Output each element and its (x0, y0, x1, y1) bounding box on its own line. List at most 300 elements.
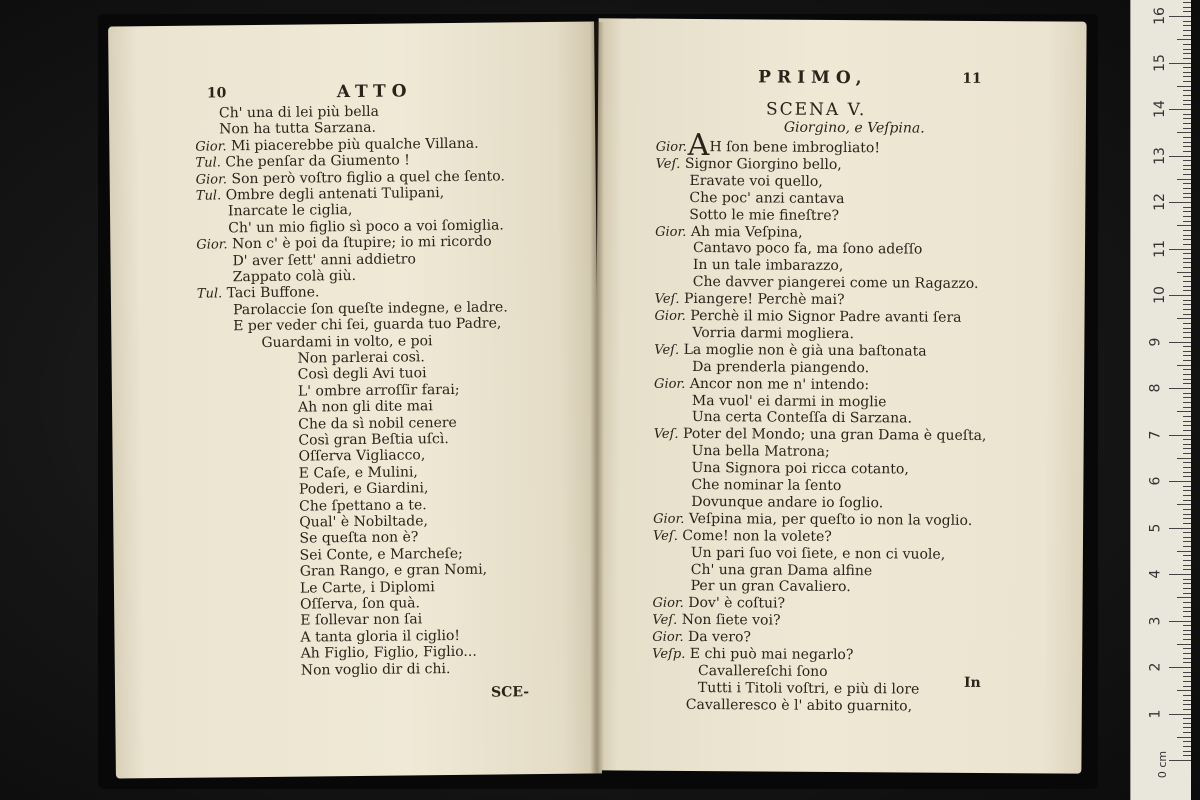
ruler-tick (1183, 355, 1191, 356)
right-running-head: PRIMO, (758, 67, 868, 89)
speaker-label: Gior. (655, 139, 688, 155)
ruler-tick (1183, 346, 1191, 347)
ruler-tick (1183, 239, 1191, 240)
speaker-label: Gior. (654, 308, 686, 324)
ruler-tick (1183, 235, 1191, 236)
speaker-label: Gior. (654, 376, 686, 392)
ruler-tick (1183, 514, 1191, 515)
left-line (299, 464, 418, 481)
ruler-number: 13 (1151, 146, 1168, 165)
speaker-label: Gior. (196, 237, 228, 253)
ruler-tick (1183, 369, 1191, 370)
verse-text: Così gran Beſtia uſcì. (298, 431, 449, 449)
ruler-number: 9 (1147, 337, 1164, 346)
measurement-ruler (1130, 0, 1191, 800)
verse-text: D' aver ſett' anni addietro (232, 250, 416, 269)
ruler-tick (1183, 653, 1191, 654)
verse-text: Un pari ſuo voi ſiete, e non ci vuole, (690, 544, 946, 563)
ruler-tick (1183, 197, 1191, 198)
right-line (654, 341, 926, 360)
verse-text: Mi piacerebbe più qualche Villana. (231, 135, 479, 155)
ruler-tick (1169, 760, 1191, 761)
verse-text: Come! non la volete? (682, 527, 832, 545)
right-line (692, 359, 869, 376)
book-gutter (590, 22, 604, 774)
ruler-tick (1183, 11, 1191, 12)
verse-text: Inarcate le ciglia, (227, 202, 353, 220)
right-line (654, 375, 869, 394)
verse-text: Poter del Mondo; una gran Dama è queſta, (682, 426, 987, 445)
verse-text: Non parlerai così. (297, 349, 425, 367)
right-line (692, 443, 830, 460)
ruler-tick (1183, 383, 1191, 384)
ruler-number: 3 (1147, 616, 1164, 625)
right-line (689, 207, 839, 224)
left-line (233, 316, 501, 335)
ruler-tick (1183, 379, 1191, 380)
ruler-number: 11 (1151, 239, 1168, 258)
ruler-tick (1183, 593, 1191, 594)
ruler-tick (1183, 114, 1191, 115)
ruler-tick (1183, 67, 1191, 68)
ruler-number: 12 (1151, 193, 1168, 211)
right-line (698, 680, 919, 698)
ruler-tick (1183, 658, 1191, 659)
ruler-tick (1169, 667, 1191, 668)
ruler-tick (1183, 755, 1191, 756)
left-line (300, 546, 463, 564)
ruler-tick (1169, 714, 1191, 715)
ruler-tick (1177, 458, 1191, 459)
verse-text: Da prenderla piangendo. (692, 358, 870, 376)
ruler-tick (1169, 63, 1191, 64)
ruler-tick (1183, 402, 1191, 403)
ruler-tick (1183, 751, 1191, 752)
ruler-tick (1183, 662, 1191, 663)
verse-text: Una Signora poi ricca cotanto, (691, 460, 909, 478)
verse-text: Le Carte, i Diplomi (299, 578, 435, 597)
speaker-label: Veſ. (653, 426, 679, 443)
ruler-tick (1183, 709, 1191, 710)
right-line (689, 190, 844, 207)
ruler-tick (1183, 732, 1191, 733)
verse-text: H ſon bene imbrogliato! (709, 139, 881, 157)
ruler-tick (1183, 100, 1191, 101)
verse-text: Non voglio dir di chi. (300, 660, 451, 679)
right-line (686, 697, 912, 715)
ruler-tick (1177, 737, 1191, 738)
ruler-tick (1183, 207, 1191, 208)
right-line (656, 139, 880, 158)
verse-text: Che da sì nobil cenere (298, 414, 457, 433)
ruler-tick (1177, 39, 1191, 40)
right-line (652, 612, 780, 630)
left-page (108, 21, 602, 778)
right-line (698, 663, 828, 680)
left-line (219, 120, 376, 138)
ruler-tick (1183, 165, 1191, 166)
ruler-tick (1177, 644, 1191, 645)
left-line (298, 415, 457, 433)
left-line (300, 579, 435, 596)
ruler-unit-label: 0 cm (1156, 750, 1170, 779)
ruler-tick (1183, 639, 1191, 640)
verse-text: Veſpina mia, per queſto io non la voglio. (688, 510, 973, 529)
verse-text: Che nominar la ſento (691, 476, 842, 495)
ruler-tick (1183, 579, 1191, 580)
ruler-tick (1183, 430, 1191, 431)
ruler-tick (1183, 518, 1191, 519)
verse-text: Ah mia Veſpina, (690, 223, 803, 241)
ruler-tick (1183, 25, 1191, 26)
ruler-tick (1183, 323, 1191, 324)
left-line (300, 612, 422, 629)
ruler-tick (1183, 35, 1191, 36)
ruler-tick (1177, 86, 1191, 87)
ruler-tick (1177, 225, 1191, 226)
verse-text: Che penſar da Giumento ! (225, 152, 410, 171)
ruler-number: 4 (1147, 569, 1164, 579)
ruler-tick (1183, 304, 1191, 305)
ruler-tick (1183, 128, 1191, 129)
ruler-tick (1183, 58, 1191, 59)
ruler-tick (1169, 435, 1191, 436)
ruler-tick (1183, 695, 1191, 696)
verse-text: Ma vuol' ei darmi in moglie (691, 392, 887, 410)
verse-text: Son però voſtro figlio a quel che ſento. (231, 168, 505, 187)
speaker-label: Tul. (195, 188, 222, 204)
scene-subtitle: Giorgino, e Veſpina. (783, 119, 925, 137)
speaker-label: Veſ. (654, 342, 680, 358)
right-line (693, 240, 922, 258)
ruler-number: 6 (1147, 476, 1164, 486)
ruler-tick (1183, 211, 1191, 212)
right-line (652, 629, 751, 647)
ruler-tick (1183, 700, 1191, 701)
ruler-tick (1183, 686, 1191, 687)
left-line (298, 431, 449, 449)
ruler-tick (1169, 388, 1191, 389)
left-line (233, 268, 356, 285)
ruler-tick (1183, 351, 1191, 352)
ruler-tick (1183, 453, 1191, 454)
ruler-tick (1183, 746, 1191, 747)
ruler-tick (1183, 118, 1191, 119)
ruler-tick (1177, 551, 1191, 552)
left-line (298, 382, 460, 400)
verse-text: A tanta gloria il ciglio! (300, 627, 461, 646)
left-line (300, 595, 420, 612)
left-line (297, 349, 424, 366)
ruler-tick (1183, 634, 1191, 635)
ruler-tick (1183, 104, 1191, 105)
ruler-tick (1169, 16, 1191, 17)
left-line (196, 185, 444, 205)
ruler-tick (1183, 602, 1191, 603)
ruler-tick (1183, 681, 1191, 682)
left-line (299, 497, 427, 514)
ruler-tick (1183, 546, 1191, 547)
ruler-number: 15 (1151, 53, 1168, 72)
ruler-tick (1183, 630, 1191, 631)
left-line (299, 530, 418, 547)
ruler-tick (1183, 123, 1191, 124)
ruler-tick (1183, 560, 1191, 561)
verse-text: Vorria darmi mogliera. (692, 324, 855, 342)
verse-text: Non c' è poi da ſtupire; io mi ricordo (232, 233, 492, 253)
verse-text: Piangere! Perchè mai? (683, 291, 845, 309)
verse-text: L' ombre arroſſir farai; (297, 381, 460, 400)
ruler-tick (1183, 81, 1191, 82)
ruler-tick (1183, 276, 1191, 277)
ruler-number: 16 (1151, 7, 1168, 25)
left-catchword: SCE- (490, 684, 530, 701)
verse-text: Una certa Conteſſa di Sarzana. (691, 409, 913, 427)
verse-text: Per un gran Cavaliero. (690, 578, 851, 596)
ruler-tick (1183, 676, 1191, 677)
ruler-tick (1183, 328, 1191, 329)
ruler-tick (1183, 146, 1191, 147)
verse-text: Una bella Matrona; (691, 443, 830, 461)
left-line (300, 562, 487, 580)
ruler-tick (1183, 151, 1191, 152)
ruler-tick (1183, 332, 1191, 333)
right-line (693, 257, 844, 274)
ruler-tick (1183, 244, 1191, 245)
speaker-label: Gior. (655, 224, 687, 240)
verse-text: Così degli Avi tuoi (297, 365, 427, 383)
ruler-tick (1183, 555, 1191, 556)
ruler-tick (1183, 2, 1191, 3)
speaker-label: Veſ. (652, 528, 678, 544)
ruler-number: 10 (1151, 286, 1168, 304)
verse-text: Signor Giorgino bello, (684, 155, 842, 173)
ruler-tick (1183, 500, 1191, 501)
ruler-number: 2 (1147, 662, 1164, 672)
ruler-tick (1169, 621, 1191, 622)
ruler-number: 8 (1147, 383, 1164, 393)
verse-text: E Caſe, e Mulini, (298, 464, 418, 482)
ruler-tick (1183, 462, 1191, 463)
ruler-tick (1183, 188, 1191, 189)
verse-text: Cavalleresco è l' abito guarnito, (685, 696, 913, 715)
verse-text: Qual' è Nobiltade, (299, 513, 428, 531)
ruler-tick (1183, 741, 1191, 742)
ruler-tick (1169, 342, 1191, 343)
right-line (653, 527, 832, 545)
ruler-tick (1183, 221, 1191, 222)
ruler-tick (1169, 295, 1191, 296)
ruler-tick (1183, 727, 1191, 728)
ruler-tick (1169, 528, 1191, 529)
verse-text: Che poc' anzi cantava (689, 189, 845, 207)
speaker-label: Tul. (196, 286, 223, 303)
ruler-tick (1183, 611, 1191, 612)
left-line (228, 202, 353, 219)
speaker-label: Gior. (195, 139, 227, 155)
ruler-tick (1183, 290, 1191, 291)
right-catchword: In (963, 674, 981, 691)
ruler-tick (1183, 583, 1191, 584)
verse-text: Gran Rango, e gran Nomi, (299, 561, 488, 580)
speaker-label: Gior. (652, 629, 684, 646)
ruler-tick (1183, 416, 1191, 417)
ruler-tick (1183, 588, 1191, 589)
ruler-tick (1183, 53, 1191, 54)
ruler-number: 5 (1147, 523, 1164, 532)
ruler-tick (1183, 174, 1191, 175)
ruler-tick (1169, 202, 1191, 203)
ruler-tick (1169, 574, 1191, 575)
ruler-tick (1183, 541, 1191, 542)
left-line (299, 448, 426, 465)
verse-text: Ah Figlio, Figlio, Figlio... (300, 643, 477, 662)
speaker-label: Tul. (195, 155, 221, 171)
verse-text: Guardami in volto, e poi (261, 332, 433, 351)
right-line (655, 223, 803, 241)
verse-text: Sotto le mie fineſtre? (689, 206, 840, 224)
ruler-tick (1183, 21, 1191, 22)
ruler-tick (1183, 472, 1191, 473)
right-line (652, 595, 785, 613)
left-running-head: ATTO (336, 81, 413, 103)
right-line (693, 274, 979, 292)
ruler-tick (1183, 509, 1191, 510)
left-line (300, 628, 460, 646)
right-line (692, 325, 854, 342)
verse-text: Parolaccie ſon queſte indegne, e ladre. (232, 299, 508, 319)
ruler-tick (1183, 169, 1191, 170)
ruler-tick (1177, 365, 1191, 366)
verse-text: Da vero? (688, 629, 751, 646)
verse-text: Ch' una gran Dama alfine (690, 561, 873, 579)
ruler-tick (1183, 44, 1191, 45)
left-line (301, 661, 451, 679)
ruler-tick (1183, 490, 1191, 491)
verse-text: In un tale imbarazzo, (692, 257, 844, 275)
ruler-tick (1183, 193, 1191, 194)
ruler-tick (1183, 374, 1191, 375)
ruler-tick (1183, 360, 1191, 361)
ruler-tick (1169, 109, 1191, 110)
ruler-number: 1 (1147, 709, 1164, 718)
verse-text: Non ha tutta Sarzana. (219, 120, 377, 138)
ruler-tick (1183, 439, 1191, 440)
verse-text: Perchè il mio Signor Padre avanti ſera (690, 307, 962, 326)
ruler-tick (1183, 565, 1191, 566)
right-line (689, 173, 822, 190)
verse-text: Ch' una di lei più bella (218, 103, 379, 122)
verse-text: Non ſiete voi? (681, 612, 781, 629)
ruler-tick (1177, 179, 1191, 180)
ruler-tick (1177, 132, 1191, 133)
verse-text: Se queſta non è? (299, 529, 419, 547)
ruler-tick (1183, 95, 1191, 96)
verse-text: Taci Buffone. (226, 284, 320, 302)
ruler-tick (1183, 425, 1191, 426)
right-line (691, 460, 908, 478)
right-line (691, 578, 851, 595)
verse-text: Cantavo poco fa, ma ſono adeſſo (692, 240, 923, 258)
left-line (299, 480, 429, 497)
ruler-tick (1183, 142, 1191, 143)
ruler-tick (1183, 160, 1191, 161)
ruler-tick (1183, 607, 1191, 608)
ruler-tick (1177, 690, 1191, 691)
speaker-label: Veſ. (655, 156, 681, 172)
ruler-tick (1169, 249, 1191, 250)
ruler-tick (1183, 314, 1191, 315)
ruler-tick (1169, 156, 1191, 157)
verse-text: La moglie non è già una baſtonata (683, 341, 927, 360)
ruler-tick (1183, 569, 1191, 570)
ruler-tick (1183, 49, 1191, 50)
ruler-tick (1183, 444, 1191, 445)
verse-text: E chi può mai negarlo? (689, 645, 854, 664)
speaker-label: Veſ. (654, 291, 680, 307)
left-line (301, 644, 477, 662)
ruler-tick (1183, 718, 1191, 719)
left-page-number: 10 (206, 85, 227, 102)
speaker-label: Gior. (653, 511, 685, 527)
verse-text: Ancor non me n' intendo: (689, 375, 870, 393)
right-line (691, 477, 841, 494)
ruler-tick (1183, 337, 1191, 338)
ruler-tick (1183, 421, 1191, 422)
ruler-tick (1183, 476, 1191, 477)
right-line (692, 409, 912, 427)
left-line (298, 398, 433, 415)
ruler-tick (1183, 537, 1191, 538)
right-line (692, 392, 887, 409)
verse-text: Tutti i Titoli voſtri, e più di lore (697, 679, 920, 698)
ruler-tick (1177, 272, 1191, 273)
right-line (691, 561, 873, 578)
ruler-tick (1183, 90, 1191, 91)
scene-title: SCENA V. (765, 99, 867, 121)
ruler-tick (1183, 467, 1191, 468)
ruler-tick (1183, 486, 1191, 487)
ruler-tick (1183, 258, 1191, 259)
speaker-label: Gior. (195, 171, 228, 188)
ruler-tick (1177, 597, 1191, 598)
ruler-tick (1183, 495, 1191, 496)
verse-text: Oſſerva, ſon quà. (300, 595, 421, 613)
ruler-tick (1183, 76, 1191, 77)
ruler-tick (1183, 672, 1191, 673)
left-line (299, 513, 428, 530)
right-line (655, 291, 845, 309)
verse-text: Sei Conte, e Marcheſe; (299, 545, 463, 564)
verse-text: Ah non gli dite mai (297, 398, 433, 416)
ruler-tick (1183, 30, 1191, 31)
ruler-tick (1183, 230, 1191, 231)
verse-text: Eravate voi quello, (689, 172, 823, 190)
verse-text: Ombre degli antenati Tulipani, (225, 185, 445, 204)
verse-text: Cavallereſchi ſono (698, 662, 828, 680)
ruler-tick (1183, 253, 1191, 254)
left-line (197, 285, 320, 303)
ruler-tick (1183, 723, 1191, 724)
verse-text: Dov' è coſtui? (688, 595, 786, 612)
left-line (261, 333, 432, 351)
verse-text: Che davver piangerei come un Ragazzo. (692, 274, 979, 293)
ruler-tick (1183, 309, 1191, 310)
ruler-tick (1177, 318, 1191, 319)
right-page-number: 11 (962, 70, 982, 87)
ruler-tick (1183, 648, 1191, 649)
verse-text: Ch' un mio figlio sì poco a voi ſomiglia. (228, 217, 504, 237)
